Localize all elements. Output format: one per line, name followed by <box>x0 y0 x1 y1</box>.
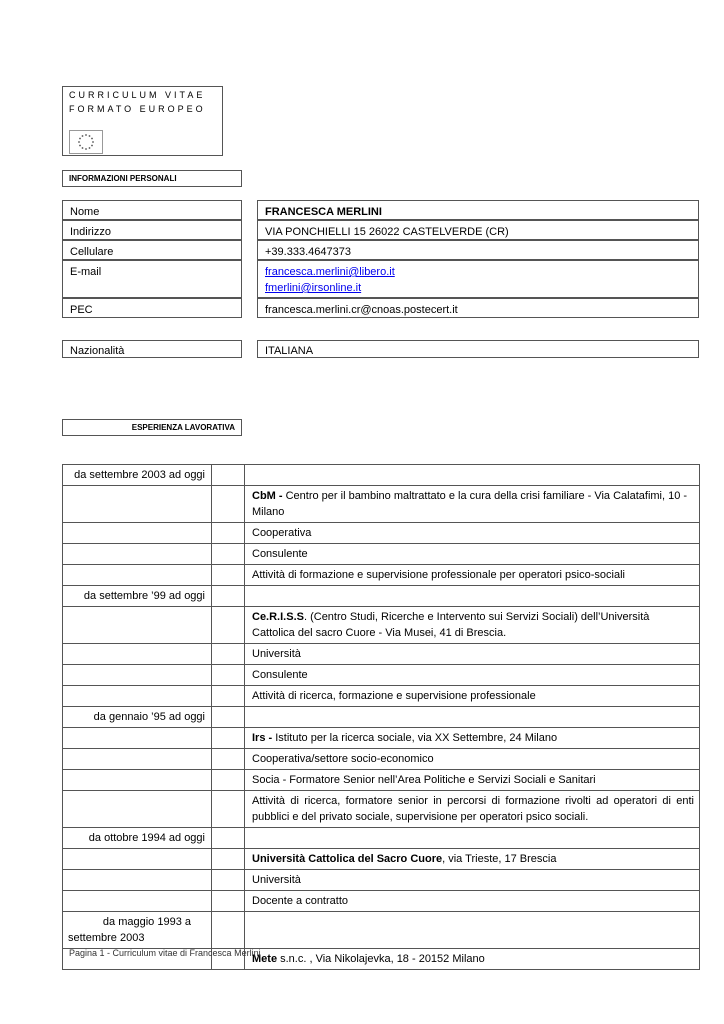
table-row <box>63 565 700 586</box>
experience-date: da ottobre 1994 ad oggi <box>63 828 212 849</box>
experience-org-name: Università Cattolica del Sacro Cuore <box>252 853 443 865</box>
experience-date <box>63 912 212 949</box>
experience-org <box>245 949 700 970</box>
experience-activity: Attività di ricerca, formazione e supervisione professionale <box>245 686 700 707</box>
experience-org-detail: s.n.c. , Via Nikolajevka, 18 - 20152 Milano <box>277 953 485 965</box>
experience-role: Docente a contratto <box>245 891 700 912</box>
section-personal-info: INFORMAZIONI PERSONALI <box>62 170 242 187</box>
experience-role: Consulente <box>245 665 700 686</box>
table-row <box>63 870 700 891</box>
table-row <box>63 828 700 849</box>
experience-org <box>245 607 700 644</box>
experience-org-detail: , via Trieste, 17 Brescia <box>442 853 557 865</box>
table-row <box>63 791 700 828</box>
table-row <box>63 912 700 949</box>
experience-org <box>245 728 700 749</box>
experience-activity: Attività di formazione e supervisione professionale per operatori psico-sociali <box>245 565 700 586</box>
table-row <box>63 465 700 486</box>
table-row <box>63 849 700 870</box>
experience-activity: Attività di ricerca, formatore senior in percorsi di formazione rivolti ad operatori di enti pubblici e del privato sociale, supervisione per operatori psico sociali. <box>245 791 700 828</box>
phone-label: Cellulare <box>62 240 242 260</box>
experience-org-name: Ce.R.I.S.S <box>252 611 304 623</box>
address-value: VIA PONCHIELLI 15 26022 CASTELVERDE (CR) <box>257 220 699 240</box>
email-link-2[interactable]: fmerlini@irsonline.it <box>265 282 362 294</box>
experience-type: Cooperativa/settore socio-economico <box>245 749 700 770</box>
experience-role: Socia - Formatore Senior nell’Area Politiche e Servizi Sociali e Sanitari <box>245 770 700 791</box>
name-label: Nome <box>62 200 242 220</box>
pec-value: francesca.merlini.cr@cnoas.postecert.it <box>257 298 699 318</box>
experience-org-detail: Istituto per la ricerca sociale, via XX Settembre, 24 Milano <box>272 732 558 744</box>
name-value: FRANCESCA MERLINI <box>257 200 699 220</box>
table-row <box>63 686 700 707</box>
experience-role: Consulente <box>245 544 700 565</box>
experience-org-name: CbM - <box>252 490 283 502</box>
table-row <box>63 523 700 544</box>
experience-date-line2: settembre 2003 <box>68 932 145 944</box>
experience-date: da gennaio ’95 ad oggi <box>63 707 212 728</box>
table-row <box>63 891 700 912</box>
experience-org <box>245 486 700 523</box>
experience-org-detail: . (Centro Studi, Ricerche e Intervento sui Servizi Sociali) dell’Università Cattolica del sacro Cuore - Via Musei, 41 di Brescia. <box>252 611 650 639</box>
table-row <box>63 544 700 565</box>
page-footer: Pagina 1 - Curriculum vitae di Francesca Merlini <box>69 948 261 958</box>
experience-type: Università <box>245 644 700 665</box>
experience-org <box>245 849 700 870</box>
experience-date-line1: da maggio 1993 a <box>102 916 191 928</box>
table-row <box>63 486 700 523</box>
email-values <box>257 260 699 298</box>
table-row <box>63 770 700 791</box>
table-row <box>63 586 700 607</box>
address-label: Indirizzo <box>62 220 242 240</box>
pec-label: PEC <box>62 298 242 318</box>
experience-type: Università <box>245 870 700 891</box>
experience-org-name: Irs - <box>252 732 273 744</box>
table-row <box>63 665 700 686</box>
table-row <box>63 607 700 644</box>
experience-org-name: Mete <box>252 953 278 965</box>
table-row <box>63 728 700 749</box>
experience-org-detail: Centro per il bambino maltrattato e la cura della crisi familiare - Via Calatafimi, 10 - Milano <box>252 490 688 518</box>
email-link-1[interactable]: francesca.merlini@libero.it <box>265 266 395 278</box>
phone-value: +39.333.4647373 <box>257 240 699 260</box>
experience-date: da settembre ’99 ad oggi <box>63 586 212 607</box>
table-row <box>63 749 700 770</box>
experience-table <box>62 464 700 970</box>
nationality-label: Nazionalità <box>62 340 242 358</box>
email-label: E-mail <box>62 260 242 298</box>
table-row <box>63 644 700 665</box>
cv-title: CURRICULUM VITAE <box>69 90 206 100</box>
nationality-value: ITALIANA <box>257 340 699 358</box>
eu-flag-icon <box>69 130 103 154</box>
experience-date: da settembre 2003 ad oggi <box>63 465 212 486</box>
experience-type: Cooperativa <box>245 523 700 544</box>
table-row <box>63 707 700 728</box>
section-work-experience: ESPERIENZA LAVORATIVA <box>62 419 242 436</box>
cv-subtitle: FORMATO EUROPEO <box>69 104 206 114</box>
